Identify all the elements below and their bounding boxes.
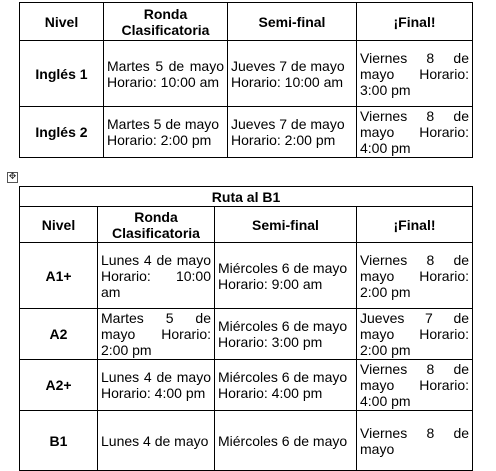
semifinal-cell: Miércoles 6 de mayo Horario: 4:00 pm — [215, 360, 357, 411]
table-row — [20, 41, 473, 107]
header-semifinal: Semi-final — [215, 207, 357, 243]
final-cell: Viernes 8 de mayo Horario: 2:00 pm — [357, 243, 473, 309]
final-cell: Viernes 8 de mayo — [357, 411, 473, 471]
semifinal-cell: Miércoles 6 de mayo — [215, 411, 357, 471]
ronda-cell: Martes 5 de mayo Horario: 2:00 pm — [98, 309, 215, 360]
level-cell: Inglés 1 — [20, 41, 104, 107]
header-final: ¡Final! — [357, 3, 473, 41]
header-semifinal: Semi-final — [228, 3, 357, 41]
schedule-table-ingles — [19, 2, 473, 158]
header-ronda: Ronda Clasificatoria — [98, 207, 215, 243]
final-cell: Viernes 8 de mayo Horario: 4:00 pm — [357, 360, 473, 411]
header-row — [20, 3, 473, 41]
header-row — [20, 207, 473, 243]
table-row — [20, 360, 473, 411]
semifinal-cell: Jueves 7 de mayo Horario: 10:00 am — [228, 41, 357, 107]
final-cell: Viernes 8 de mayo Horario: 4:00 pm — [357, 107, 473, 158]
header-ronda: Ronda Clasificatoria — [104, 3, 228, 41]
header-final: ¡Final! — [357, 207, 473, 243]
final-cell: Jueves 7 de mayo Horario: 2:00 pm — [357, 309, 473, 360]
ronda-cell: Martes 5 de mayo Horario: 2:00 pm — [104, 107, 228, 158]
final-cell: Viernes 8 de mayo Horario: 3:00 pm — [357, 41, 473, 107]
title-row — [20, 187, 473, 207]
schedule-table-ruta-b1 — [19, 186, 473, 471]
level-cell: A2 — [20, 309, 98, 360]
level-cell: Inglés 2 — [20, 107, 104, 158]
table-row — [20, 107, 473, 158]
ronda-cell: Lunes 4 de mayo Horario: 4:00 pm — [98, 360, 215, 411]
semifinal-cell: Jueves 7 de mayo Horario: 2:00 pm — [228, 107, 357, 158]
move-cross-icon[interactable]: ✥ — [8, 172, 17, 182]
ronda-cell: Lunes 4 de mayo Horario: 10:00 am — [98, 243, 215, 309]
level-cell: A1+ — [20, 243, 98, 309]
table-title: Ruta al B1 — [20, 187, 473, 207]
header-nivel: Nivel — [20, 207, 98, 243]
table-row — [20, 411, 473, 471]
semifinal-cell: Miércoles 6 de mayo Horario: 3:00 pm — [215, 309, 357, 360]
header-nivel: Nivel — [20, 3, 104, 41]
semifinal-cell: Miércoles 6 de mayo Horario: 9:00 am — [215, 243, 357, 309]
ronda-cell: Lunes 4 de mayo — [98, 411, 215, 471]
level-cell: A2+ — [20, 360, 98, 411]
table-row — [20, 243, 473, 309]
table-row — [20, 309, 473, 360]
level-cell: B1 — [20, 411, 98, 471]
ronda-cell: Martes 5 de mayo Horario: 10:00 am — [104, 41, 228, 107]
